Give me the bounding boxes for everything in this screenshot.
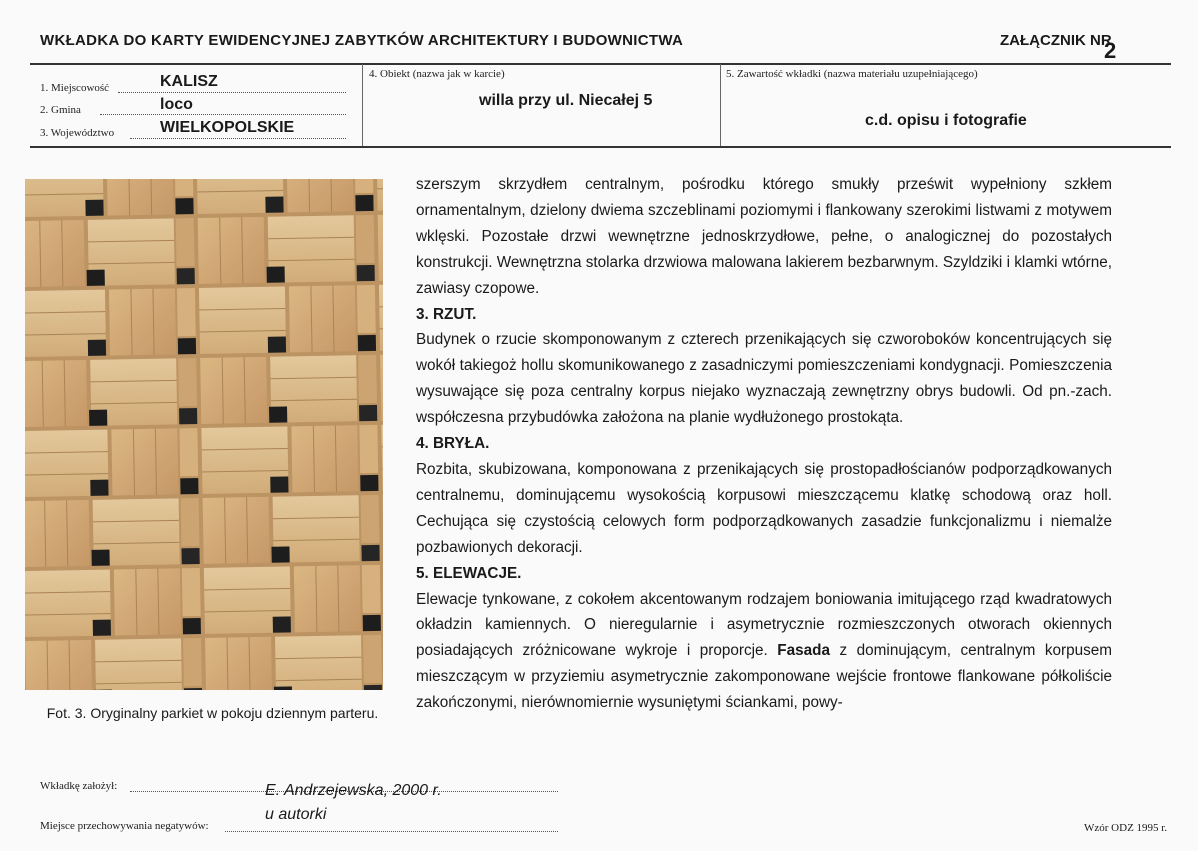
locality-dots: [118, 92, 346, 93]
section-4-heading: 4. BRYŁA.: [416, 435, 490, 453]
locality-value: KALISZ: [160, 73, 218, 90]
annex-label: ZAŁĄCZNIK NR: [1000, 32, 1112, 49]
commune-dots: [100, 114, 346, 115]
voivodeship-label: 3. Województwo: [40, 127, 115, 139]
voivodeship-value: WIELKOPOLSKIE: [160, 119, 295, 136]
form-code: Wzór ODZ 1995 r.: [1084, 822, 1168, 834]
section-5-text: [416, 587, 1112, 717]
annex-number: 2: [1104, 38, 1117, 63]
content-value: c.d. opisu i fotografie: [865, 112, 1027, 129]
locality-label: 1. Miejscowość: [40, 82, 110, 94]
photo-caption: Fot. 3. Oryginalny parkiet w pokoju dziennym parteru.: [46, 705, 379, 721]
commune-value: loco: [160, 96, 193, 113]
description-text: [416, 172, 1112, 716]
parquet-photo: [25, 179, 383, 690]
author-label: Wkładkę założył:: [40, 780, 118, 792]
section-4-text: Rozbita, skubizowana, komponowana z przenikających się prostopadłościanów podporządkowanych centralnemu, dominującemu wysokością korpusowi mieszczącemu klatkę schodową oraz holl. Cechująca się czystością celowych form podporządkowanych zasadzie funkcjonalizmu i niemalże pozbawionych dekoracji.: [416, 460, 1112, 556]
negatives-dots: [225, 831, 558, 832]
header-top-rule: [30, 63, 1171, 65]
content-label: 5. Zawartość wkładki (nazwa materiału uzupełniającego): [726, 68, 978, 80]
intro-paragraph: szerszym skrzydłem centralnym, pośrodku którego smukły prześwit wypełniony szkłem ornamentalnym, dzielony dwiema szczeblinami poziomymi i flankowany szerokimi listwami z motywem wklęski. Pozostałe drzwi wewnętrzne jednoskrzydłowe, pełne, o analogicznej do pozostałych konstrukcji. Wewnętrzna stolarka drzwiowa malowana lakierem bezbarwnym. Szyldziki i klamki wtórne, zawiasy czopowe.: [416, 176, 1112, 297]
facade-term: Fasada: [777, 642, 830, 660]
section-5-heading: 5. ELEWACJE.: [416, 564, 522, 582]
section-3-heading: 3. RZUT.: [416, 305, 477, 323]
section-5-text-a: Elewacje tynkowane, z cokołem akcentowanym rodzajem boniowania imitującego rząd kwadratowych okładzin kamiennych. O nieregularnie i asymetrycznie rozmieszczonych otworach okiennych posiadających zróżnicowane wykroje i proporcje.: [416, 590, 1112, 660]
document-title: WKŁADKA DO KARTY EWIDENCYJNEJ ZABYTKÓW ARCHITEKTURY I BUDOWNICTWA: [40, 32, 684, 49]
negatives-label: Miejsce przechowywania negatywów:: [40, 820, 209, 832]
negatives-value: u autorki: [265, 806, 327, 823]
section-5-text-b: z dominującym, centralnym korpusem mieszczącym w przyziemiu asymetrycznie zakomponowane wejście frontowe flankowane półkoliście zakończonymi, nierównomiernie wysuniętymi ściankami, powy-: [416, 642, 1113, 712]
section-3-text: Budynek o rzucie skomponowanym z czterech przenikających się czworoboków koncentrujących się wokół takiegoż hollu skomunikowanego z zasadniczymi pomieszczeniami kondygnacji. Pomieszczenia wysuwające się poza centralny korpus niejako wyznaczają zewnętrzny obrys budowli. Od pn.-zach. współczesna przybudówka założona na planie wydłużonego prostokąta.: [416, 331, 1112, 427]
object-value: willa przy ul. Niecałej 5: [479, 92, 653, 109]
object-label: 4. Obiekt (nazwa jak w karcie): [369, 68, 505, 80]
voivodeship-dots: [130, 138, 346, 139]
author-value: E. Andrzejewska, 2000 r.: [265, 782, 442, 799]
header-bottom-rule: [30, 146, 1171, 148]
header-divider-1: [362, 64, 363, 146]
commune-label: 2. Gmina: [40, 104, 81, 116]
header-divider-2: [720, 64, 721, 146]
